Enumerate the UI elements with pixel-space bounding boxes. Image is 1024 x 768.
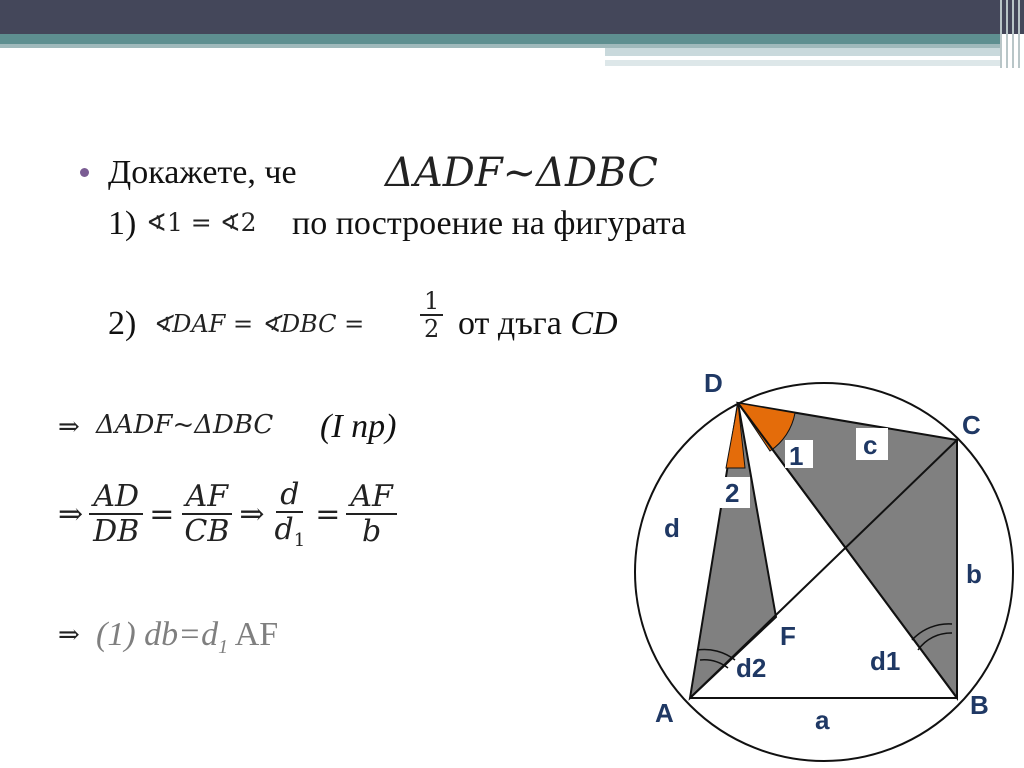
point-label-F: F <box>780 621 796 651</box>
implies-arrow: ⇒ <box>58 412 80 442</box>
ratio-chain: ⇒ $\frac{AD}{DB}$ = $\frac{AF}{CB}$ ⇒ $\frac{d}{d_1}$ = $\frac{AF}{b}$ <box>58 478 397 551</box>
vertex-label-A: A <box>655 698 674 728</box>
header-divider <box>1018 0 1020 68</box>
geometry-figure <box>620 360 1024 768</box>
vertex-label-B: B <box>970 690 989 720</box>
statement-lead: Докажете, че <box>108 154 297 191</box>
criterion-note: (I пр) <box>320 408 397 445</box>
fraction-half: $\frac{1}{2}$ <box>420 288 443 343</box>
angle-label-2: 2 <box>725 478 740 508</box>
bullet-icon <box>80 168 89 177</box>
header-divider <box>1000 0 1002 68</box>
side-label-a: a <box>815 705 830 735</box>
side-label-d2: d2 <box>736 653 767 683</box>
header-divider <box>1012 0 1014 68</box>
similarity-formula: ΔADF~ΔDBC <box>96 410 274 440</box>
vertex-label-C: C <box>962 410 981 440</box>
similarity-formula: ΔADF~ΔDBC <box>385 150 658 196</box>
implies-arrow: ⇒ <box>58 620 80 650</box>
header-bar <box>0 0 1024 34</box>
step-reason: от дъга CD <box>458 305 618 342</box>
angle-equality: ∢1 = ∢2 <box>146 208 257 237</box>
side-label-b: b <box>966 559 982 589</box>
side-label-c: c <box>863 430 878 460</box>
side-label-d1: d1 <box>870 646 901 676</box>
header-accent <box>0 34 1000 44</box>
header-divider <box>1006 0 1008 68</box>
step-reason: по построение на фигурата <box>292 205 687 242</box>
header-strip <box>605 48 1000 56</box>
final-equation: (1) $db=d_1$ AF <box>96 616 279 658</box>
angle-equality: ∢DAF = ∢DBC = <box>152 310 365 338</box>
vertex-label-D: D <box>704 368 723 398</box>
side-label-d: d <box>664 513 680 543</box>
header-strip-2 <box>605 60 1000 66</box>
step-number: 1) <box>108 205 137 242</box>
step-number: 2) <box>108 305 137 342</box>
angle-label-1: 1 <box>789 441 804 471</box>
